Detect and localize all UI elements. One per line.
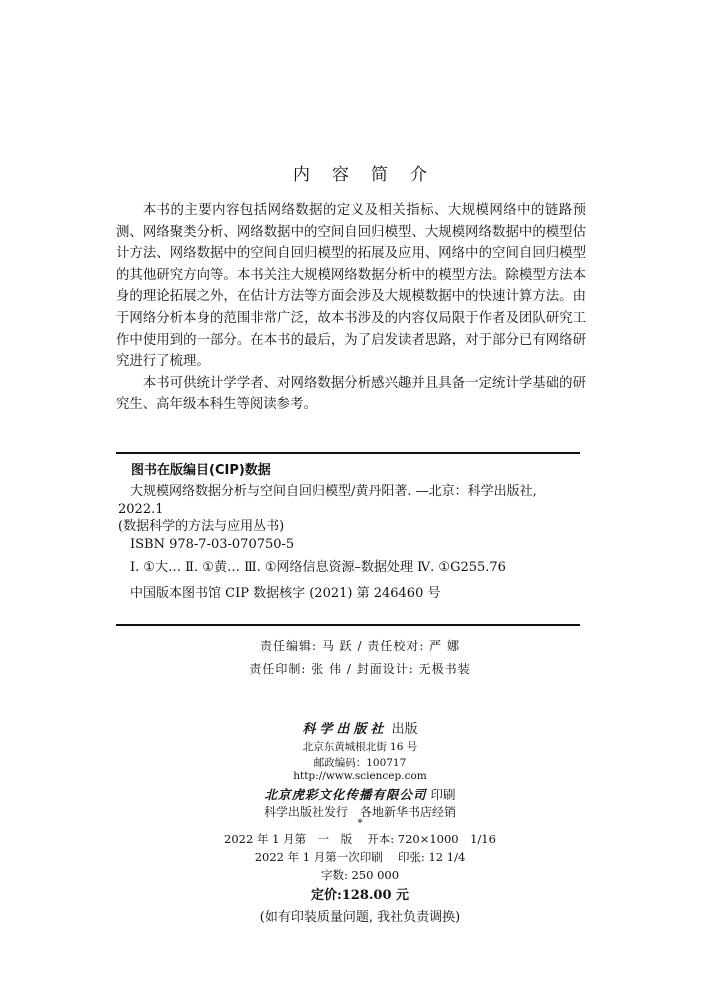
word-count: 字数: 250 000 xyxy=(320,868,400,882)
printer-suffix: 印刷 xyxy=(430,787,456,802)
quality-notice: (如有印装质量问题, 我社负责调换) xyxy=(259,910,461,925)
cip-classification: Ⅰ. ①大… Ⅱ. ①黄… Ⅲ. ①网络信息资源–数据处理 Ⅳ. ①G255.76 xyxy=(130,560,506,575)
publisher-block xyxy=(0,718,720,737)
cip-year-line: 2022.1 xyxy=(118,501,164,517)
production-credits: 责任印制: 张 伟 / 封面设计: 无极书装 xyxy=(249,662,471,676)
editor-credits: 责任编辑: 马 跃 / 责任校对: 严 娜 xyxy=(259,639,461,653)
cip-isbn: ISBN 978-7-03-070750-5 xyxy=(130,536,295,552)
cip-top-rule xyxy=(116,452,580,454)
cip-title-line: 大规模网络数据分析与空间自回归模型/黄丹阳著. —北京：科学出版社, xyxy=(130,484,537,499)
publisher-line xyxy=(0,718,720,737)
publisher-suffix: 出版 xyxy=(391,722,418,737)
page-title: 内容简介 xyxy=(293,165,449,185)
cip-bottom-rule xyxy=(116,624,580,626)
publisher-name: 科学出版社 xyxy=(302,722,388,737)
edition-line: 2022 年 1 月第 一 版 开本: 720×1000 1/16 xyxy=(224,832,496,846)
publisher-address: 北京东黄城根北街 16 号 xyxy=(302,741,418,753)
abstract-section xyxy=(116,200,586,416)
separator-star: * xyxy=(357,818,363,829)
cip-heading: 图书在版编目(CIP)数据 xyxy=(131,463,271,478)
publisher-postcode: 邮政编码：100717 xyxy=(313,757,407,769)
publisher-url: http://www.sciencep.com xyxy=(293,770,427,782)
abstract-paragraph-1: 本书的主要内容包括网络数据的定义及相关指标、大规模网络中的链路预测、网络聚类分析、网络数据中的空间自回归模型、大规模网络数据中的模型估计方法、网络数据中的空间自回归模型的拓展及应用、网络中的空间自回归模型的其他研究方向等。本书关注大规模网络数据分析中的模型方法。除模型方法本身的理论拓展之外，在估计方法等方面会涉及大规模数据中的快速计算方法。由于网络分析本身的范围非常广泛，故本书涉及的内容仅局限于作者及团队研究工作中使用到的一部分。在本书的最后，为了启发读者思路，对于部分已有网络研究进行了梳理。 xyxy=(116,203,586,370)
distribution-line: 科学出版社发行 各地新华书店经销 xyxy=(263,805,456,819)
cip-record-number: 中国版本图书馆 CIP 数据核字 (2021) 第 246460 号 xyxy=(130,585,441,601)
cip-series-line: (数据科学的方法与应用丛书) xyxy=(118,519,285,534)
cip-record xyxy=(118,483,580,602)
abstract-paragraph-2: 本书可供统计学学者、对网络数据分析感兴趣并且具备一定统计学基础的研究生、高年级本科生等阅读参考。 xyxy=(116,375,586,413)
printer-line xyxy=(0,785,720,803)
printing-line: 2022 年 1 月第一次印刷 印张: 12 1/4 xyxy=(254,850,466,864)
printer-name: 北京虎彩文化传播有限公司 xyxy=(264,787,427,802)
price: 定价:128.00 元 xyxy=(310,888,410,903)
